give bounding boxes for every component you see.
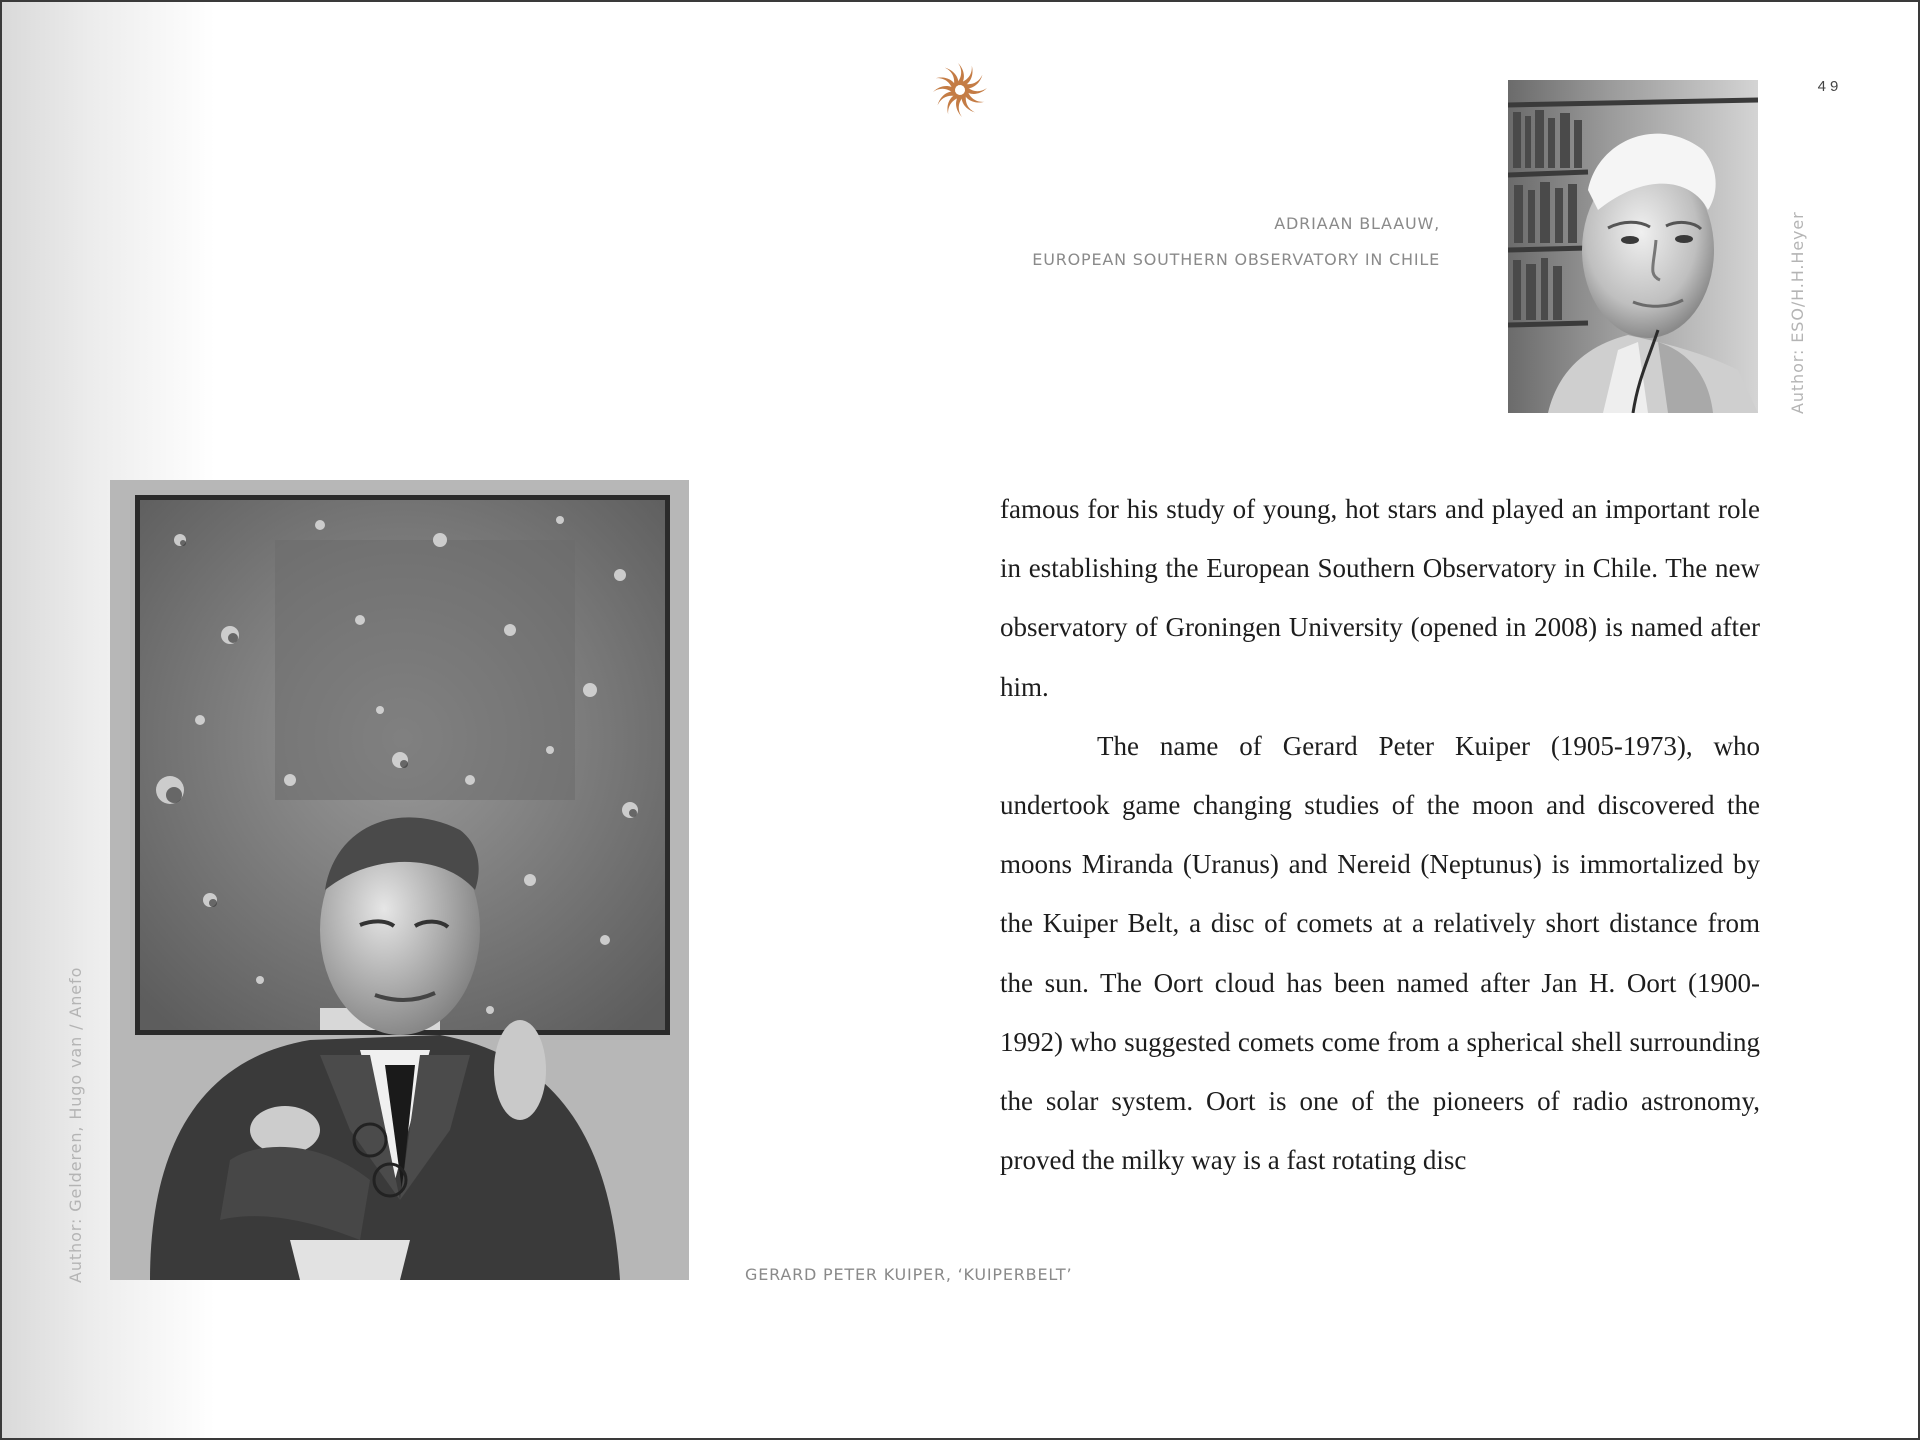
kuiper-photo xyxy=(110,480,689,1280)
kuiper-photo-credit: Author: Gelderen, Hugo van / Anefo xyxy=(66,966,85,1283)
blaauw-caption xyxy=(1032,214,1440,269)
blaauw-photo-credit: Author: ESO/H.H.Heyer xyxy=(1788,211,1807,414)
kuiper-caption: GERARD PETER KUIPER, ‘KUIPERBELT’ xyxy=(745,1265,1073,1284)
page-number: 49 xyxy=(1817,78,1843,95)
body-text xyxy=(1000,480,1760,1190)
blaauw-caption-place: EUROPEAN SOUTHERN OBSERVATORY IN CHILE xyxy=(1032,250,1440,269)
body-paragraph-1: famous for his study of young, hot stars and played an important role in establishing the European Southern Observatory in Chile. The new observatory of Groningen University (opened in 2008) is named after him. xyxy=(1000,494,1760,702)
body-paragraph-2: The name of Gerard Peter Kuiper (1905-1973), who undertook game changing studies of the moon and discovered the moons Miranda (Uranus) and Nereid (Neptunus) is immortalized by the Kuiper Belt, a disc of comets at a relatively short distance from the sun. The Oort cloud has been named after Jan H. Oort (1900- 1992) who suggested comets come from a spherical shell surrounding the solar system. Oort is one of the pioneers of radio astronomy, proved the milky way is a fast rotating disc xyxy=(1000,730,1760,1176)
blaauw-caption-name: ADRIAAN BLAAUW, xyxy=(1274,214,1440,233)
sun-spiral-icon xyxy=(930,60,990,120)
blaauw-portrait-photo xyxy=(1508,80,1758,413)
